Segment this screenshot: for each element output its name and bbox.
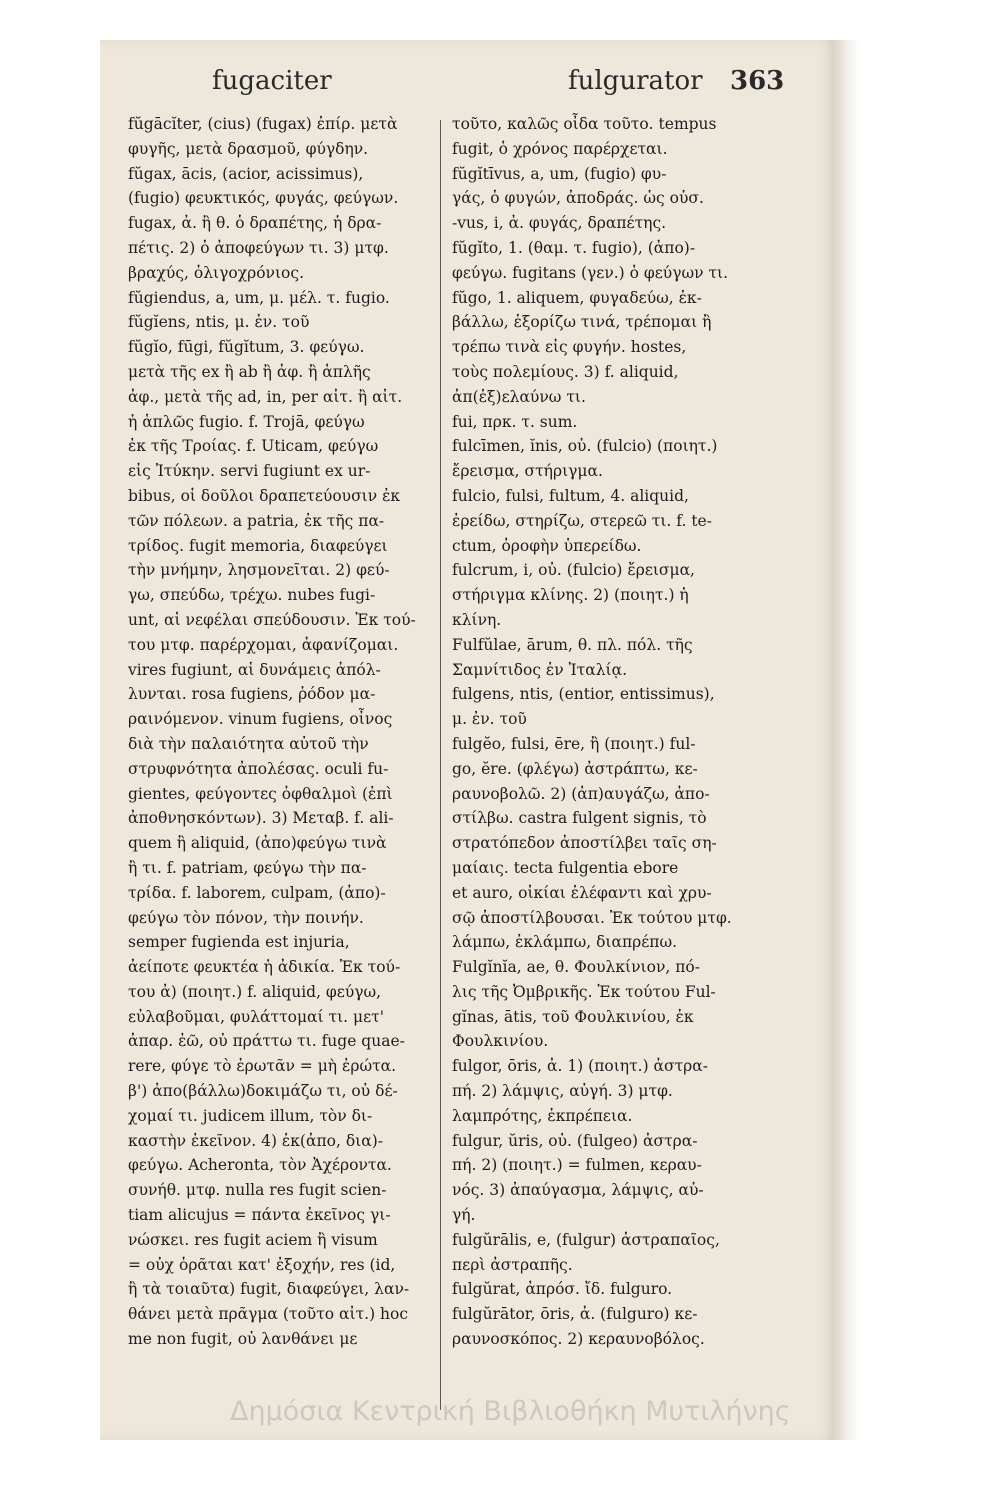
entry-line: fulgŭrat, ἀπρόσ. ἴδ. fulguro.: [452, 1280, 673, 1299]
entry-line: fŭgĭens, ntis, μ. ἐν. τοῦ: [128, 313, 310, 332]
running-head-right: fulgurator: [568, 66, 703, 96]
entry-line: fulgens, ntis, (entior, entissimus),: [452, 685, 715, 704]
entry-line: ἀείποτε φευκτέα ἡ ἀδικία. Ἐκ τού-: [128, 958, 401, 977]
entry-line: φυγῆς, μετὰ δρασμοῦ, φύγδην.: [128, 139, 369, 158]
entry-line: φεύγω. fugitans (γεν.) ὁ φεύγων τι.: [452, 263, 729, 282]
entry-line: θάνει μετὰ πρᾶγμα (τοῦτο αἰτ.) hoc: [128, 1305, 409, 1324]
entry-line: στήριγμα κλίνης. 2) (ποιητ.) ἡ: [452, 586, 689, 605]
page-edge: [832, 40, 862, 1440]
entry-line: bibus, οἱ δοῦλοι δραπετεύουσιν ἐκ: [128, 486, 401, 505]
entry-line: του ἀ) (ποιητ.) f. aliquid, φεύγω,: [128, 982, 382, 1001]
entry-line: λαμπρότης, ἐκπρέπεια.: [452, 1106, 633, 1125]
entry-line: γω, σπεύδω, τρέχω. nubes fugi-: [128, 586, 376, 605]
entry-line: et auro, οἰκίαι ἐλέφαντι καὶ χρυ-: [452, 883, 712, 902]
entry-line: τοῦτο, καλῶς οἶδα τοῦτο. tempus: [452, 115, 717, 133]
entry-line: χομαί τι. judicem illum, τὸν δι-: [128, 1106, 373, 1125]
entry-line: ραινόμενον. vinum fugiens, οἶνος: [128, 710, 393, 729]
entry-line: fŭgiendus, a, um, μ. μέλ. τ. fugio.: [128, 288, 390, 307]
entry-line: μετὰ τῆς ex ἢ ab ἢ ἀφ. ἢ ἁπλῆς: [128, 362, 371, 381]
entry-line: ἢ τι. f. patriam, φεύγω τὴν πα-: [128, 858, 367, 877]
entry-line: μαίαις. tecta fulgentia ebore: [452, 858, 679, 877]
entry-line: λις τῆς Ὀμβρικῆς. Ἐκ τούτου Ful-: [452, 982, 716, 1001]
entry-line: ἀπαρ. ἐῶ, οὐ πράττω τι. fuge quae-: [128, 1032, 405, 1051]
entry-line: γή.: [452, 1206, 476, 1225]
entry-line: fui, πρκ. τ. sum.: [452, 412, 578, 431]
entry-line: Fulfŭlae, ārum, θ. πλ. πόλ. τῆς: [452, 635, 693, 654]
entry-line: fŭgo, 1. aliquem, φυγαδεύω, ἐκ-: [452, 288, 702, 307]
entry-line: fulgŭrālis, e, (fulgur) ἀστραπαῖος,: [452, 1230, 720, 1249]
entry-line: Σαμνίτιδος ἐν Ἰταλίᾳ.: [452, 660, 628, 679]
entry-line: go, ĕre. (φλέγω) ἀστράπτω, κε-: [452, 759, 698, 778]
left-column: [128, 112, 436, 1352]
entry-line: φεύγω τὸν πόνον, τὴν ποινήν.: [128, 908, 364, 927]
entry-line: λάμπω, ἐκλάμπω, διαπρέπω.: [452, 933, 678, 952]
entry-line: fulcrum, i, οὐ. (fulcio) ἔρεισμα,: [452, 561, 695, 580]
entry-line: ραυνοσκόπος. 2) κεραυνοβόλος.: [452, 1330, 705, 1349]
entry-line: μ. ἐν. τοῦ: [452, 710, 527, 729]
entry-line: τοὺς πολεμίους. 3) f. aliquid,: [452, 362, 679, 381]
entry-line: fŭgĭto, 1. (θαμ. τ. fugio), (ἀπο)-: [452, 238, 696, 257]
entry-line: rere, φύγε τὸ ἐρωτᾶν = μὴ ἐρώτα.: [128, 1057, 397, 1076]
entry-line: τρίδος. fugit memoria, διαφεύγει: [128, 536, 388, 555]
entry-line: γάς, ὁ φυγών, ἀποδράς. ὡς οὐσ.: [452, 189, 704, 208]
entry-line: ctum, ὀροφὴν ὑπερείδω.: [452, 536, 642, 555]
entry-line: -vus, i, ἀ. φυγάς, δραπέτης.: [452, 214, 667, 233]
entry-line: τρίδα. f. laborem, culpam, (ἀπο)-: [128, 883, 386, 902]
entry-line: εἰς Ἰτύκην. servi fugiunt ex ur-: [128, 462, 371, 481]
entry-line: ἡ ἁπλῶς fugio. f. Trojā, φεύγω: [128, 412, 365, 431]
entry-line: νώσκει. res fugit aciem ἢ visum: [128, 1230, 378, 1249]
entry-line: fulcio, fulsi, fultum, 4. aliquid,: [452, 486, 689, 505]
entry-line: στρατόπεδον ἀποστίλβει ταῖς ση-: [452, 834, 717, 853]
entry-line: εὐλαβοῦμαι, φυλάττομαί τι. μετ': [128, 1007, 384, 1026]
entry-line: του μτφ. παρέρχομαι, ἀφανίζομαι.: [128, 635, 399, 654]
entry-line: me non fugit, οὐ λανθάνει με: [128, 1330, 358, 1349]
entry-line: fŭgĭo, fūgi, fŭgĭtum, 3. φεύγω.: [128, 338, 365, 357]
entry-line: (fugio) φευκτικός, φυγάς, φεύγων.: [128, 189, 399, 208]
entry-line: fŭgĭtīvus, a, um, (fugio) φυ-: [452, 164, 667, 183]
entry-line: ἔρεισμα, στήριγμα.: [452, 462, 603, 481]
entry-line: tiam alicujus = πάντα ἐκεῖνος γι-: [128, 1206, 391, 1225]
entry-line: fulgur, ŭris, οὐ. (fulgeo) ἀστρα-: [452, 1131, 698, 1150]
entry-line: καστὴν ἐκεῖνον. 4) ἐκ(ἀπο, δια)-: [128, 1131, 383, 1150]
entry-line: διὰ τὴν παλαιότητα αὐτοῦ τὴν: [128, 734, 369, 753]
entry-line: συνήθ. μτφ. nulla res fugit scien-: [128, 1181, 387, 1200]
right-column: [452, 112, 828, 1352]
entry-line: σῷ ἀποστίλβουσαι. Ἐκ τούτου μτφ.: [452, 908, 732, 927]
entry-line: fulgor, ōris, ἀ. 1) (ποιητ.) ἀστρα-: [452, 1057, 708, 1076]
entry-line: unt, αἱ νεφέλαι σπεύδουσιν. Ἐκ τού-: [128, 610, 416, 629]
entry-line: ἀφ., μετὰ τῆς ad, in, per αἰτ. ἢ αἰτ.: [128, 387, 403, 406]
entry-line: περὶ ἀστραπῆς.: [452, 1255, 573, 1274]
entry-line: πή. 2) (ποιητ.) = fulmen, κεραυ-: [452, 1156, 702, 1175]
entry-line: ἀποθνησκόντων). 3) Μεταβ. f. ali-: [128, 809, 394, 828]
entry-line: κλίνη.: [452, 610, 502, 629]
entry-line: τρέπω τινὰ εἰς φυγήν. hostes,: [452, 338, 687, 357]
entry-line: gientes, φεύγοντες ὀφθαλμοὶ (ἐπὶ: [128, 784, 393, 803]
entry-line: vires fugiunt, αἱ δυνάμεις ἀπόλ-: [128, 660, 381, 679]
entry-line: τὴν μνήμην, λησμονεῖται. 2) φεύ-: [128, 561, 390, 580]
entry-line: ἀπ(ἐξ)ελαύνω τι.: [452, 387, 586, 406]
entry-line: πή. 2) λάμψις, αὐγή. 3) μτφ.: [452, 1082, 673, 1101]
entry-line: fugax, ἀ. ἢ θ. ὁ δραπέτης, ἡ δρα-: [128, 214, 382, 233]
entry-line: τῶν πόλεων. a patria, ἐκ τῆς πα-: [128, 511, 385, 530]
entry-line: quem ἢ aliquid, (ἀπο)φεύγω τινὰ: [128, 834, 387, 853]
entry-line: ἐρείδω, στηρίζω, στερεῶ τι. f. te-: [452, 511, 712, 530]
entry-line: β') ἀπο(βάλλω)δοκιμάζω τι, οὐ δέ-: [128, 1082, 398, 1101]
entry-line: βραχύς, ὀλιγοχρόνιος.: [128, 263, 304, 282]
entry-line: στίλβω. castra fulgent signis, τὸ: [452, 809, 707, 828]
entry-line: fugit, ὁ χρόνος παρέρχεται.: [452, 139, 668, 158]
entry-line: fulgĕo, fulsi, ēre, ἢ (ποιητ.) ful-: [452, 734, 696, 753]
page-number: 363: [730, 66, 785, 96]
entry-line: στρυφνότητα ἀπολέσας. oculi fu-: [128, 759, 389, 778]
entry-line: fŭgācĭter, (cius) (fugax) ἐπίρ. μετὰ: [128, 115, 398, 133]
entry-line: φεύγω. Acheronta, τὸν Ἀχέροντα.: [128, 1156, 392, 1175]
entry-line: Fulgĭnĭa, ae, θ. Φουλκίνιον, πό-: [452, 958, 700, 977]
entry-line: = οὐχ ὁρᾶται κατ' ἐξοχήν, res (id,: [128, 1255, 396, 1274]
entry-line: semper fugienda est injuria,: [128, 933, 350, 952]
entry-line: βάλλω, ἐξορίζω τινά, τρέπομαι ἢ: [452, 313, 712, 332]
entry-line: πέτις. 2) ὁ ἀποφεύγων τι. 3) μτφ.: [128, 238, 389, 257]
entry-line: ἐκ τῆς Τροίας. f. Uticam, φεύγω: [128, 437, 379, 456]
library-watermark: Δημόσια Κεντρική Βιβλιοθήκη Μυτιλήνης: [230, 1396, 791, 1427]
entry-line: νός. 3) ἀπαύγασμα, λάμψις, αὐ-: [452, 1181, 704, 1200]
column-divider: [440, 120, 441, 1410]
entry-line: gĭnas, ātis, τοῦ Φουλκινίου, ἐκ: [452, 1007, 694, 1026]
entry-line: fŭgax, ācis, (acior, acissimus),: [128, 164, 364, 183]
running-head-left: fugaciter: [212, 66, 332, 96]
entry-line: ραυνοβολῶ. 2) (ἀπ)αυγάζω, ἀπο-: [452, 784, 710, 803]
entry-line: Φουλκινίου.: [452, 1032, 549, 1051]
entry-line: fulcīmen, ĭnis, οὐ. (fulcio) (ποιητ.): [452, 437, 718, 456]
entry-line: ἢ τὰ τοιαῦτα) fugit, διαφεύγει, λαν-: [128, 1280, 410, 1299]
entry-line: λυνται. rosa fugiens, ῥόδον μα-: [128, 685, 376, 704]
entry-line: fulgŭrātor, ōris, ἀ. (fulguro) κε-: [452, 1305, 698, 1324]
